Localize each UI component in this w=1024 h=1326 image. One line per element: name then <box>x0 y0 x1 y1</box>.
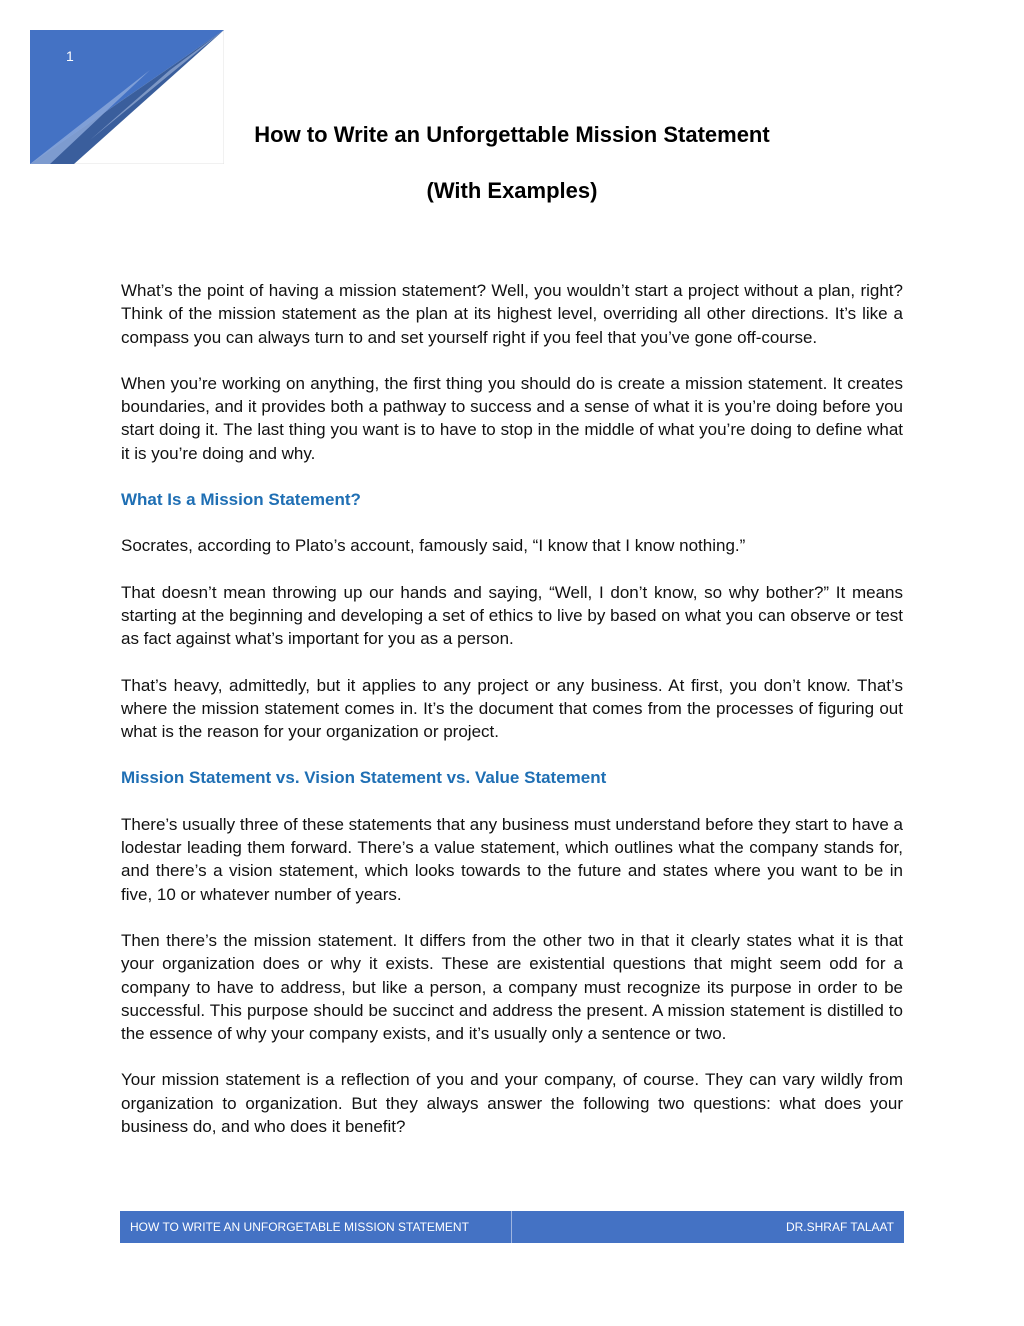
page-title: How to Write an Unforgettable Mission Statement <box>254 122 770 147</box>
document-body <box>121 279 903 1161</box>
paragraph: There’s usually three of these statements that any business must understand before they start to have a lodestar leading them forward. There’s a value statement, which outlines what the company stands for, and there’s a vision statement, which looks towards to the future and states where you want to be in five, 10 or whatever number of years. <box>121 814 903 904</box>
page-footer <box>120 1211 904 1243</box>
paragraph: What’s the point of having a mission statement? Well, you wouldn’t start a project without a plan, right? Think of the mission statement as the plan at its highest level, overriding all other directions. It’s like a compass you can always turn to and set yourself right if you feel that you’ve gone off-course. <box>121 281 903 347</box>
paragraph: Then there’s the mission statement. It differs from the other two in that it clearly states what it is that your organization does or why it exists. These are existential questions that might seem odd for a company to have to address, but like a person, a company must recognize its purpose in order to be successful. This purpose should be succinct and address the present. A mission statement is distilled to the essence of why your company exists, and it’s usually only a sentence or two. <box>121 930 903 1044</box>
paragraph: That’s heavy, admittedly, but it applies to any project or any business. At first, you don’t know. That’s where the mission statement comes in. It’s the document that comes from the processes of figuring out what is the reason for your organization or project. <box>121 675 903 742</box>
page-subtitle: (With Examples) <box>426 178 598 203</box>
paragraph: Your mission statement is a reflection of you and your company, of course. They can vary wildly from organization to organization. But they always answer the following two questions: what does your business do, and who does it benefit? <box>121 1070 903 1137</box>
section-heading: Mission Statement vs. Vision Statement vs. Value Statement <box>121 768 607 788</box>
footer-author: DR.SHRAF TALAAT <box>785 1220 894 1234</box>
page-number: 1 <box>66 48 74 64</box>
paragraph: Socrates, according to Plato’s account, famously said, “I know that I know nothing.” <box>121 536 746 556</box>
section-heading: What Is a Mission Statement? <box>121 490 361 510</box>
footer-document-title: HOW TO WRITE AN UNFORGETABLE MISSION STATEMENT <box>130 1220 469 1234</box>
paragraph: When you’re working on anything, the first thing you should do is create a mission statement. It creates boundaries, and it provides both a pathway to success and a sense of what it is you’re doing before you start doing it. The last thing you want is to have to stop in the middle of what you’re doing to define what it is you’re doing and why. <box>121 373 903 463</box>
footer-divider <box>511 1211 512 1243</box>
paragraph: That doesn’t mean throwing up our hands and saying, “Well, I don’t know, so why bother?” It means starting at the beginning and developing a set of ethics to live by based on what you can observe or test as fact against what’s important for you as a person. <box>121 582 903 649</box>
